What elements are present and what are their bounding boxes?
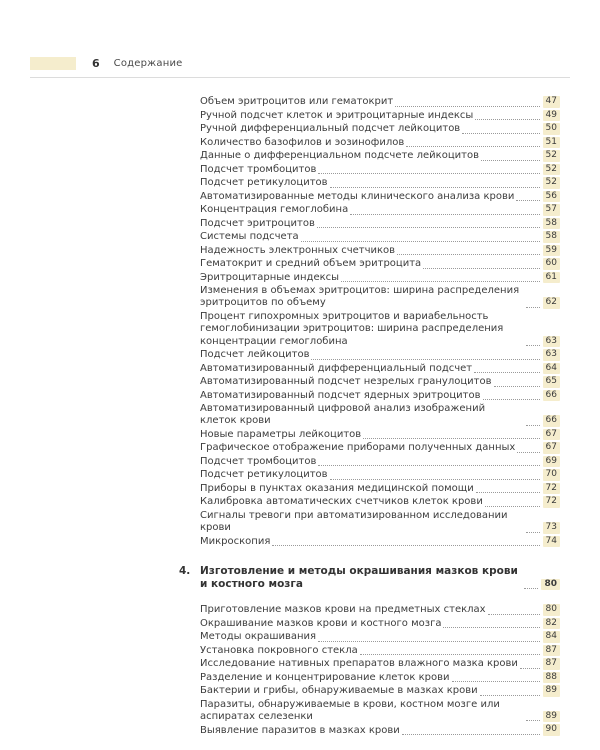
dotted-leader xyxy=(526,720,540,721)
toc-entry-title: Объем эритроцитов или гематокрит xyxy=(200,96,394,108)
toc-page-number: 52 xyxy=(543,150,560,162)
header-divider xyxy=(30,77,570,78)
toc-page-number: 66 xyxy=(543,415,560,427)
toc-page-number: 82 xyxy=(543,618,560,630)
toc-entry xyxy=(200,510,560,535)
toc-entry-title: Автоматизированный цифровой анализ изображений клеток крови xyxy=(200,403,486,427)
toc-entry-title: Процент гипохромных эритроцитов и вариабельность гемоглобинизации эритроцитов: ширина распределения концентрации гемоглобина xyxy=(200,310,504,347)
dotted-leader xyxy=(330,479,540,480)
toc-entry xyxy=(200,272,560,285)
dotted-leader xyxy=(524,588,538,589)
toc-entry-title: Подсчет тромбоцитов xyxy=(200,455,317,467)
toc-entry-title: Надежность электронных счетчиков xyxy=(200,244,396,256)
dotted-leader xyxy=(330,187,540,188)
toc-entry xyxy=(200,137,560,150)
dotted-leader xyxy=(317,227,540,228)
toc-entry xyxy=(200,96,560,109)
toc-entry xyxy=(200,536,560,549)
toc-entry-title: Автоматизированный подсчет незрелых гранулоцитов xyxy=(200,376,492,388)
dotted-leader xyxy=(526,307,540,308)
dotted-leader xyxy=(476,492,540,493)
toc-page-number: 60 xyxy=(543,258,560,270)
toc-entry xyxy=(200,150,560,163)
toc-page-number: 56 xyxy=(543,191,560,203)
toc-entry-title: Подсчет лейкоцитов xyxy=(200,349,310,361)
toc-entry-title: Подсчет ретикулоцитов xyxy=(200,177,328,189)
toc-entry xyxy=(200,429,560,442)
section-number: 4. xyxy=(179,565,191,578)
dotted-leader xyxy=(402,734,540,735)
page-header xyxy=(30,56,570,70)
toc-entry-title: Паразиты, обнаруживаемые в крови, костном мозге или аспиратах селезенки xyxy=(200,698,500,723)
toc-entry xyxy=(200,258,560,271)
toc-entry xyxy=(200,456,560,469)
dotted-leader xyxy=(360,654,540,655)
dotted-leader xyxy=(481,160,540,161)
toc-page-number: 89 xyxy=(543,711,560,723)
dotted-leader xyxy=(494,386,540,387)
toc-entry xyxy=(200,604,560,617)
toc-page-number: 47 xyxy=(543,96,560,108)
toc-entry xyxy=(200,376,560,389)
toc-entry-title: Методы окрашивания xyxy=(200,631,317,643)
toc-entry xyxy=(200,390,560,403)
dotted-leader xyxy=(517,452,539,453)
toc-entry-title: Исследование нативных препаратов влажного мазка крови xyxy=(200,658,518,670)
dotted-leader xyxy=(272,545,539,546)
toc-page-number: 74 xyxy=(543,536,560,548)
toc-entry xyxy=(200,245,560,258)
toc-page-number: 62 xyxy=(543,297,560,309)
toc-page-number: 63 xyxy=(543,349,560,361)
toc-entry-title: Автоматизированные методы клинического анализа крови xyxy=(200,190,515,202)
toc-page-number: 52 xyxy=(543,164,560,176)
toc-entry xyxy=(200,204,560,217)
toc-page-number: 90 xyxy=(543,724,560,736)
toc-entry-title: Приготовление мазков крови на предметных стеклах xyxy=(200,604,486,616)
toc-page-number: 65 xyxy=(543,376,560,388)
toc-entry-title: Количество базофилов и эозинофилов xyxy=(200,136,405,148)
toc-page-number: 63 xyxy=(543,336,560,348)
dotted-leader xyxy=(480,695,540,696)
toc-entry xyxy=(200,218,560,231)
toc-entry xyxy=(200,631,560,644)
dotted-leader xyxy=(475,119,539,120)
toc-page-number: 67 xyxy=(543,429,560,441)
toc-entry-title: Изменения в объемах эритроцитов: ширина распределения эритроцитов по объему xyxy=(200,285,520,309)
toc-page-number: 88 xyxy=(543,672,560,684)
dotted-leader xyxy=(363,438,539,439)
dotted-leader xyxy=(483,399,540,400)
toc-entry-title: Концентрация гемоглобина xyxy=(200,204,349,216)
toc-entry xyxy=(200,349,560,362)
dotted-leader xyxy=(526,532,540,533)
toc-entry xyxy=(200,645,560,658)
toc-page-number: 57 xyxy=(543,204,560,216)
dotted-leader xyxy=(341,281,540,282)
toc-entry-title: Системы подсчета xyxy=(200,231,299,243)
toc-entry xyxy=(200,724,560,737)
toc-page-number: 72 xyxy=(543,496,560,508)
toc-entry xyxy=(200,685,560,698)
toc-entry-title: Графическое отображение приборами полученных данных xyxy=(200,442,516,454)
toc-entry-title: Изготовление и методы окрашивания мазков крови и костного мозга xyxy=(200,565,518,591)
dotted-leader xyxy=(443,627,539,628)
dotted-leader xyxy=(318,173,539,174)
toc-entry-title: Бактерии и грибы, обнаруживаемые в мазках крови xyxy=(200,685,478,697)
dotted-leader xyxy=(311,359,539,360)
toc-page-number: 58 xyxy=(543,218,560,230)
toc-page-number: 64 xyxy=(543,363,560,375)
toc-entry xyxy=(200,363,560,376)
dotted-leader xyxy=(520,668,540,669)
dotted-leader xyxy=(488,614,540,615)
toc-entry-title: Микроскопия xyxy=(200,535,271,547)
toc-entry-title: Автоматизированный подсчет ядерных эритроцитов xyxy=(200,389,481,401)
toc-entry xyxy=(200,177,560,190)
dotted-leader xyxy=(516,200,539,201)
toc-entry xyxy=(200,191,560,204)
toc-page-number: 50 xyxy=(543,123,560,135)
header-title: Содержание xyxy=(113,57,183,69)
toc-page-number: 52 xyxy=(543,177,560,189)
toc-page-number: 73 xyxy=(543,522,560,534)
toc-entry xyxy=(200,110,560,123)
toc-entry xyxy=(200,123,560,136)
toc-entry xyxy=(200,311,560,348)
toc-entry-title: Новые параметры лейкоцитов xyxy=(200,428,362,440)
dotted-leader xyxy=(406,146,539,147)
dotted-leader xyxy=(395,106,539,107)
toc-page-number: 67 xyxy=(543,442,560,454)
dotted-leader xyxy=(301,241,540,242)
toc-page-number: 80 xyxy=(543,604,560,616)
dotted-leader xyxy=(474,372,539,373)
toc-page-number: 58 xyxy=(543,231,560,243)
toc-entry-title: Ручной дифференциальный подсчет лейкоцитов xyxy=(200,123,461,135)
dotted-leader xyxy=(423,268,539,269)
toc-page-number: 72 xyxy=(543,483,560,495)
toc-page-number: 84 xyxy=(543,631,560,643)
toc-page-number: 80 xyxy=(541,579,560,591)
toc-page-number: 61 xyxy=(543,272,560,284)
toc-entry-title: Сигналы тревоги при автоматизированном исследовании крови xyxy=(200,509,508,534)
dotted-leader xyxy=(462,133,539,134)
dotted-leader xyxy=(452,681,540,682)
toc-page-number: 66 xyxy=(543,390,560,402)
toc-entry-title: Выявление паразитов в мазках крови xyxy=(200,724,400,736)
header-accent-bar xyxy=(30,57,76,70)
toc-entry-title: Автоматизированный дифференциальный подсчет xyxy=(200,362,473,374)
toc-entry xyxy=(200,442,560,455)
toc-entry-title: Гематокрит и средний объем эритроцита xyxy=(200,258,422,270)
toc-entry-title: Подсчет ретикулоцитов xyxy=(200,469,328,481)
toc-entry xyxy=(200,672,560,685)
toc-page-number: 87 xyxy=(543,645,560,657)
dotted-leader xyxy=(526,345,540,346)
toc-page-number: 59 xyxy=(543,245,560,257)
dotted-leader xyxy=(397,254,539,255)
toc-entry xyxy=(200,403,560,428)
toc-entry xyxy=(200,469,560,482)
toc-entry xyxy=(200,496,560,509)
dotted-leader xyxy=(318,465,539,466)
toc-entry-title: Приборы в пунктах оказания медицинской помощи xyxy=(200,482,474,494)
toc-entry-title: Подсчет тромбоцитов xyxy=(200,163,317,175)
toc-entry xyxy=(200,164,560,177)
toc-entry-title: Подсчет эритроцитов xyxy=(200,217,315,229)
toc-page-number: 87 xyxy=(543,658,560,670)
dotted-leader xyxy=(526,425,540,426)
toc-page-number: 70 xyxy=(543,469,560,481)
toc-entry-title: Калибровка автоматических счетчиков клеток крови xyxy=(200,496,483,508)
table-of-contents xyxy=(179,96,560,737)
toc-entry xyxy=(200,699,560,724)
toc-section-heading xyxy=(179,565,560,591)
dotted-leader xyxy=(485,506,540,507)
toc-entry-title: Окрашивание мазков крови и костного мозга xyxy=(200,617,442,629)
toc-entry xyxy=(200,483,560,496)
toc-page-number: 49 xyxy=(543,110,560,122)
toc-entry-title: Разделение и концентрирование клеток крови xyxy=(200,671,450,683)
toc-entry xyxy=(200,285,560,310)
toc-entry-title: Ручной подсчет клеток и эритроцитарные индексы xyxy=(200,109,474,121)
toc-entry-title: Данные о дифференциальном подсчете лейкоцитов xyxy=(200,150,479,162)
toc-entry xyxy=(200,231,560,244)
dotted-leader xyxy=(318,641,539,642)
toc-entry xyxy=(200,658,560,671)
toc-page-number: 69 xyxy=(543,456,560,468)
dotted-leader xyxy=(350,214,539,215)
toc-entry-title: Эритроцитарные индексы xyxy=(200,271,340,283)
header-page-number: 6 xyxy=(92,56,100,70)
toc-page-number: 51 xyxy=(543,137,560,149)
toc-page-number: 89 xyxy=(543,685,560,697)
toc-entry-title: Установка покровного стекла xyxy=(200,644,358,656)
toc-entry xyxy=(200,618,560,631)
